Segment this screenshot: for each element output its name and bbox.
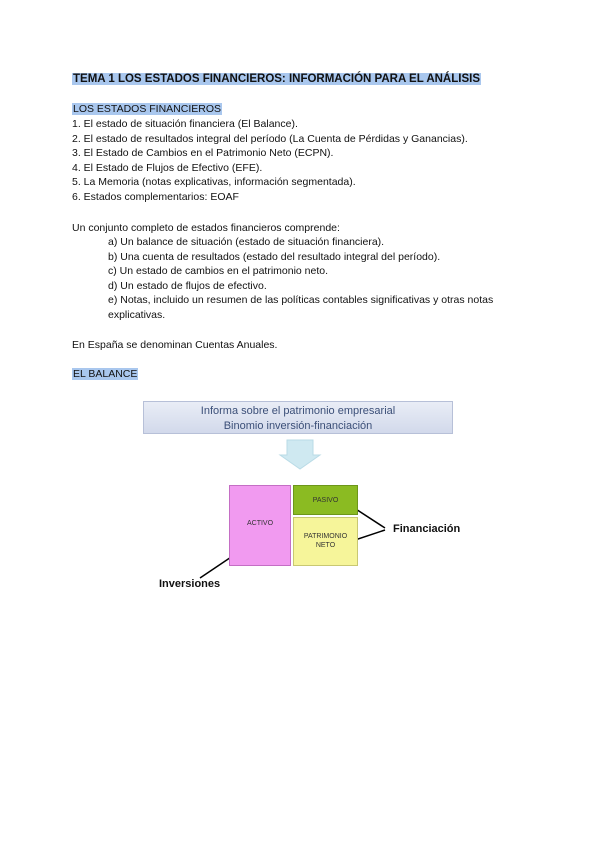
patrimonio-line-2: NETO xyxy=(315,542,336,549)
patrimonio-line-1: PATRIMONIO xyxy=(303,533,348,540)
patrimonio-neto-box xyxy=(293,517,358,566)
activo-box: ACTIVO xyxy=(229,485,291,566)
section-heading-text: EL BALANCE xyxy=(73,368,138,380)
list-item: 1. El estado de situación financiera (El Balance). xyxy=(72,118,298,130)
list-item: 3. El Estado de Cambios en el Patrimonio Neto (ECPN). xyxy=(72,147,334,160)
list-item: d) Un estado de flujos de efectivo. xyxy=(108,279,267,292)
list-item: 4. El Estado de Flujos de Efectivo (EFE). xyxy=(72,161,263,174)
list-item: b) Una cuenta de resultados (estado del resultado integral del período). xyxy=(108,250,441,263)
conjunto-intro: Un conjunto completo de estados financieros comprende: xyxy=(72,222,340,234)
list-item: c) Un estado de cambios en el patrimonio neto. xyxy=(108,265,329,278)
financiacion-label: Financiación xyxy=(393,523,461,535)
inversiones-label: Inversiones xyxy=(159,578,221,590)
list-item: 5. La Memoria (notas explicativas, información segmentada). xyxy=(72,176,356,189)
pasivo-box: PASIVO xyxy=(293,485,358,515)
section-heading-text: LOS ESTADOS FINANCIEROS xyxy=(73,103,221,115)
title-text: TEMA 1 LOS ESTADOS FINANCIEROS: INFORMACIÓN PARA EL ANÁLISIS xyxy=(73,73,480,85)
list-item: a) Un balance de situación (estado de situación financiera). xyxy=(108,236,385,248)
down-arrow-icon xyxy=(280,440,320,469)
espana-note: En España se denominan Cuentas Anuales. xyxy=(72,339,278,351)
list-item: 2. El estado de resultados integral del período (La Cuenta de Pérdidas y Ganancias). xyxy=(72,132,468,145)
banner-line-1: Informa sobre el patrimonio empresarial xyxy=(200,405,396,417)
banner-line-2: Binomio inversión-financiación xyxy=(223,419,373,432)
list-item: 6. Estados complementarios: EOAF xyxy=(72,190,239,203)
list-item: e) Notas, incluido un resumen de las políticas contables significativas y otras notas explicativas. xyxy=(108,294,494,321)
